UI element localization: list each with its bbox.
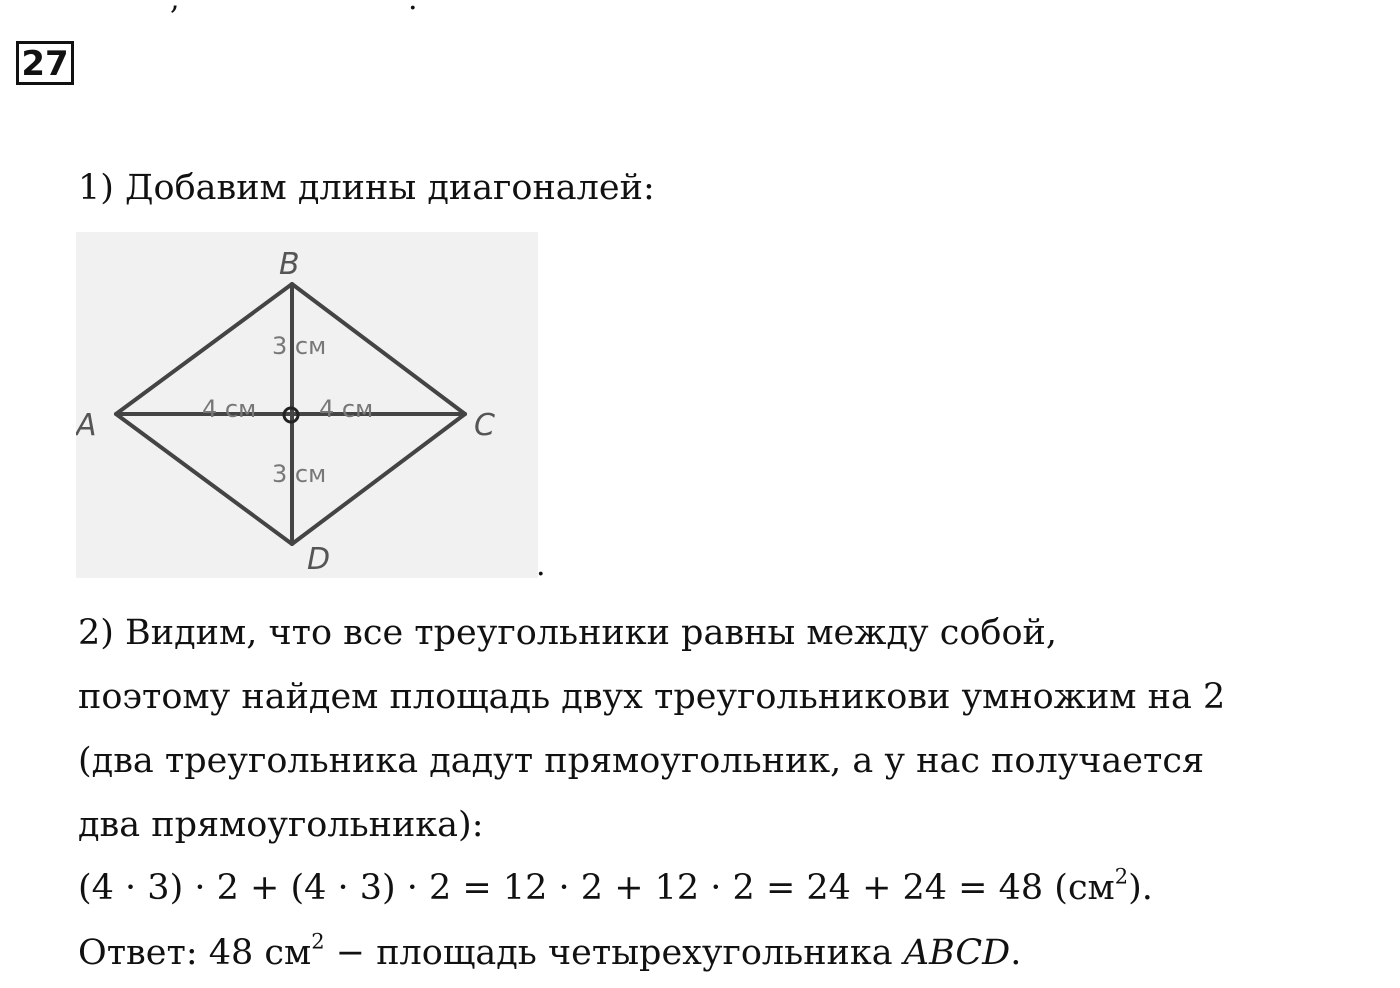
step-2-line-3: (два треугольника дадут прямоугольник, а у нас получается [78, 741, 1205, 781]
area-formula [78, 864, 1153, 908]
label-bottom-3cm: 3 см [272, 460, 327, 488]
vertex-label-c: C [474, 408, 495, 443]
answer-line [78, 929, 1022, 973]
step-2-line-4: два прямоугольника): [78, 805, 484, 845]
formula-superscript: 2 [1114, 864, 1129, 889]
answer-end: . [1010, 933, 1022, 973]
step-2-line-2: поэтому найдем площадь двух треугольникови умножим на 2 [78, 677, 1226, 717]
answer-quadrilateral-name: ABCD [903, 933, 1011, 973]
top-dot [408, 0, 418, 17]
label-top-3cm: 3 см [272, 332, 327, 360]
rhombus-diagram [76, 232, 538, 578]
rhombus-figure [76, 232, 538, 578]
formula-end: ). [1128, 868, 1153, 908]
vertex-label-d: D [307, 542, 331, 577]
top-comma [170, 0, 180, 17]
label-right-4cm: 4 см [319, 395, 374, 423]
answer-part-2: − площадь четырехугольника [324, 933, 904, 973]
top-marks [0, 0, 600, 12]
answer-part-1: Ответ: 48 см [78, 933, 312, 973]
label-left-4cm: 4 см [202, 395, 257, 423]
answer-superscript: 2 [311, 929, 325, 954]
vertex-label-a: A [76, 408, 97, 443]
formula-main: (4 · 3) · 2 + (4 · 3) · 2 = 12 · 2 + 12 · 2 = 24 + 24 = 48 (см [78, 868, 1115, 908]
vertex-label-b: B [279, 247, 300, 282]
step-2-line-1: 2) Видим, что все треугольники равны между собой, [78, 613, 1058, 653]
step-1-text: 1) Добавим длины диагоналей: [78, 168, 655, 208]
task-number-box: 27 [16, 41, 74, 85]
figure-end-dot: . [536, 548, 546, 583]
